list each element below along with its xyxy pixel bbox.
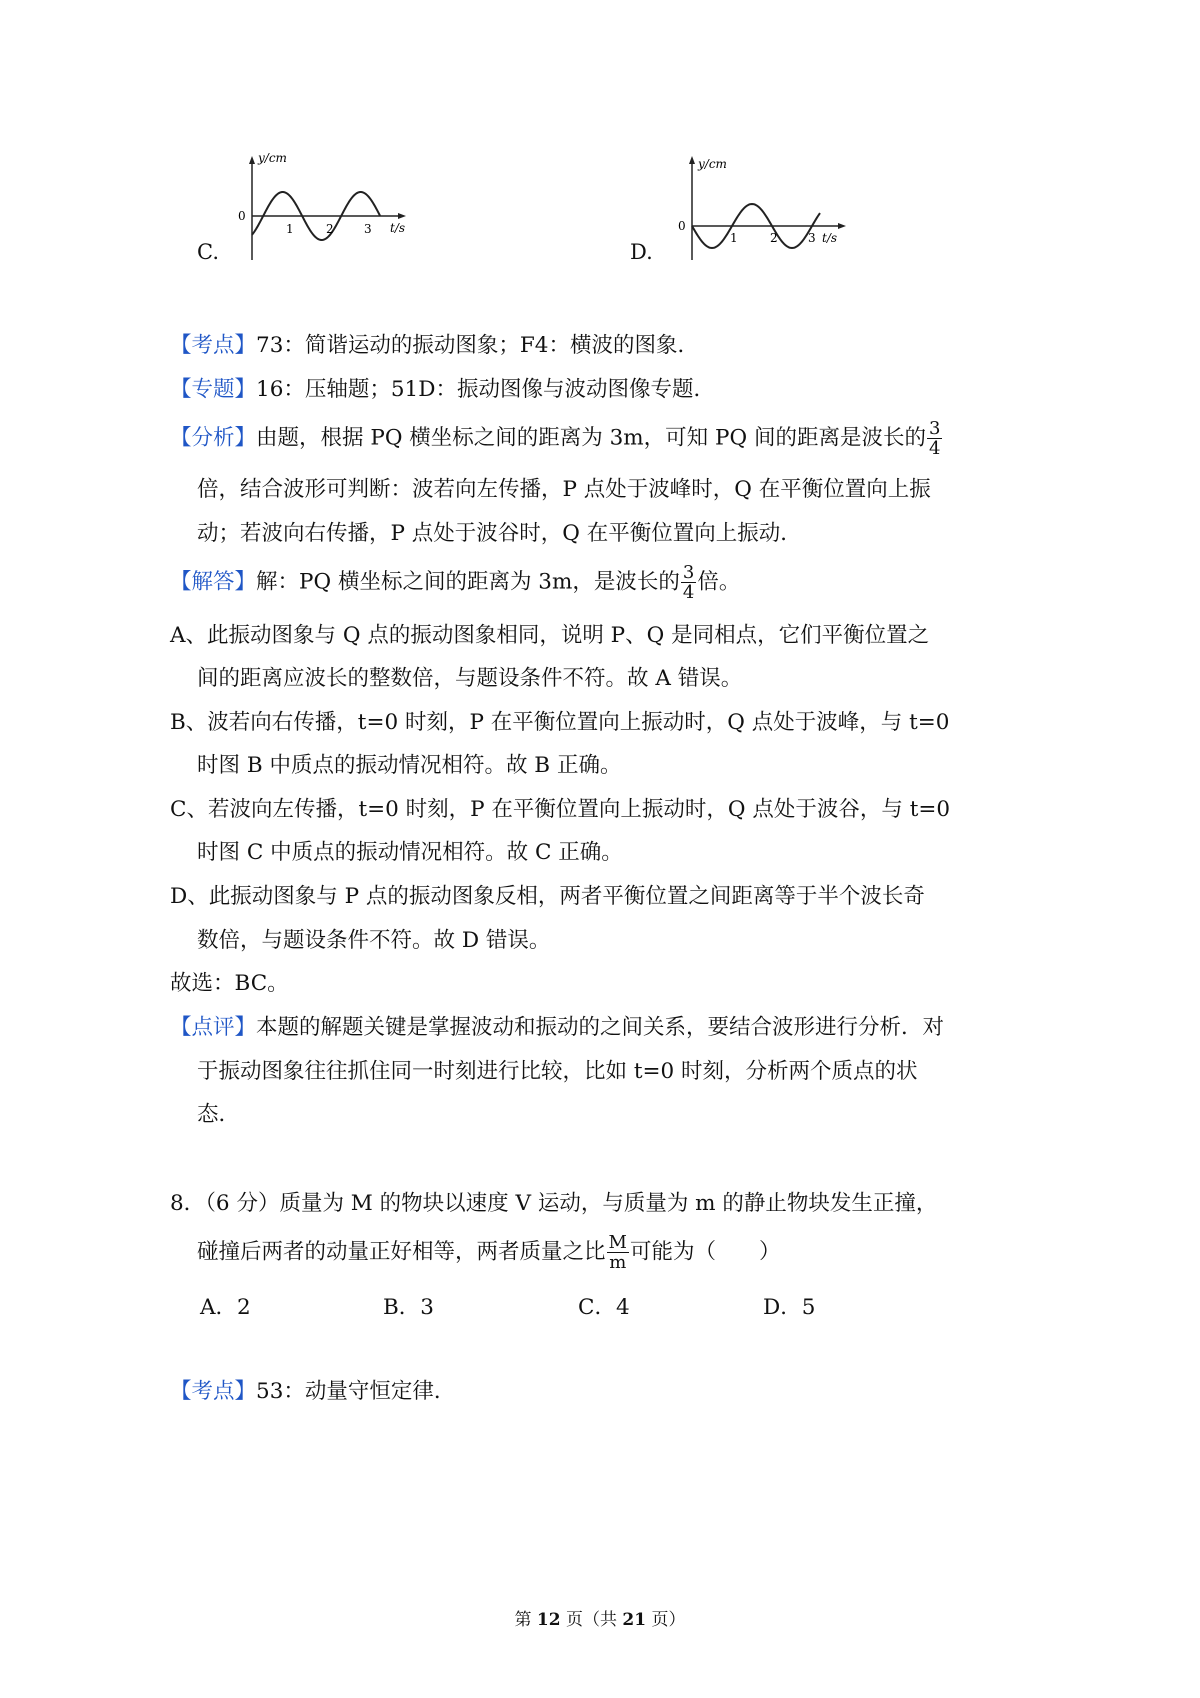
fenxi-line-1 — [170, 419, 943, 458]
kaodian-text: 73：简谐运动的振动图象；F4：横波的图象． — [256, 333, 699, 358]
kaodian-line — [170, 331, 699, 361]
answer-b-text-2: 时图 B 中质点的振动情况相符。故 B 正确。 — [197, 753, 622, 778]
answer-choice-line — [170, 969, 289, 999]
graph-d-y-label: y/cm — [698, 157, 727, 171]
graph-d-tick-3: 3 — [808, 231, 816, 245]
question8-frac-den: m — [609, 1252, 627, 1273]
jieda-frac-den: 4 — [682, 582, 695, 603]
question8-text-2-post: 可能为（ ） — [629, 1239, 781, 1265]
fenxi-line-2 — [197, 475, 931, 505]
graph-c — [195, 150, 445, 270]
graph-d-label: D. — [630, 240, 653, 264]
footer-mid: 页（共 — [560, 1610, 623, 1630]
graph-d-x-label: t/s — [822, 231, 838, 245]
answer-d-line-1 — [170, 882, 925, 912]
answer-b-line-1 — [170, 708, 949, 738]
answer-a-text-1: A、此振动图象与 Q 点的振动图象相同，说明 P、Q 是同相点，它们平衡位置之 — [170, 623, 930, 648]
answer-d-text-1: D、此振动图象与 P 点的振动图象反相，两者平衡位置之间距离等于半个波长奇 — [170, 884, 925, 909]
option-b: B．3 — [383, 1295, 434, 1320]
answer-d-text-2: 数倍，与题设条件不符。故 D 错误。 — [197, 928, 551, 953]
dianping-text-1: 本题的解题关键是掌握波动和振动的之间关系，要结合波形进行分析．对 — [256, 1015, 945, 1040]
question8-line-1 — [170, 1189, 937, 1219]
answer-c-text-2: 时图 C 中质点的振动情况相符。故 C 正确。 — [197, 840, 623, 865]
dianping-line-2 — [197, 1057, 918, 1087]
fenxi-frac-den: 4 — [928, 438, 941, 459]
jieda-text-post: 倍。 — [697, 569, 741, 595]
page-footer — [0, 1605, 1200, 1630]
answer-choice-text: 故选：BC。 — [170, 971, 289, 996]
fenxi-text-1: 由题，根据 PQ 横坐标之间的距离为 3m，可知 PQ 间的距离是波长的 — [256, 425, 926, 451]
footer-post: 页） — [646, 1610, 686, 1630]
dianping-text-2: 于振动图象往往抓住同一时刻进行比较，比如 t=0 时刻，分析两个质点的状 — [197, 1059, 918, 1084]
zhuanti-tag: 【专题】 — [170, 377, 257, 402]
graph-c-tick-2: 2 — [326, 222, 334, 236]
answer-b-line-2 — [197, 751, 621, 781]
graph-c-origin: 0 — [238, 209, 246, 223]
question8-text-2-pre: 碰撞后两者的动量正好相等，两者质量之比 — [197, 1239, 606, 1265]
fenxi-text-2: 倍，结合波形可判断：波若向左传播，P 点处于波峰时，Q 在平衡位置向上振 — [197, 477, 931, 502]
answer-c-line-2 — [197, 838, 623, 868]
graph-d-plot — [670, 150, 890, 270]
graph-c-tick-3: 3 — [364, 222, 372, 236]
graph-c-x-label: t/s — [390, 221, 406, 235]
graph-d-origin: 0 — [678, 219, 686, 233]
fenxi-frac-num: 3 — [928, 418, 941, 439]
graph-d-tick-2: 2 — [770, 231, 778, 245]
option-a: A．2 — [200, 1295, 251, 1320]
zhuanti-text: 16：压轴题；51D：振动图像与波动图像专题． — [256, 377, 715, 402]
zhuanti-line — [170, 375, 715, 405]
option-d: D．5 — [763, 1295, 816, 1320]
question8-line-2 — [197, 1233, 780, 1272]
answer-a-line-1 — [170, 621, 929, 651]
jieda-frac-num: 3 — [682, 562, 695, 583]
kaodian2-tag: 【考点】 — [170, 1379, 257, 1404]
dianping-line-1 — [170, 1013, 944, 1043]
answer-b-text-1: B、波若向右传播，t=0 时刻，P 在平衡位置向上振动时，Q 点处于波峰，与 t=0 — [170, 710, 950, 735]
jieda-line — [170, 563, 740, 602]
graph-c-tick-1: 1 — [286, 222, 294, 236]
jieda-tag: 【解答】 — [170, 569, 257, 595]
graph-c-plot — [230, 150, 450, 270]
fenxi-line-3 — [197, 519, 802, 549]
answer-c-line-1 — [170, 795, 950, 825]
footer-page-number: 12 — [536, 1610, 561, 1630]
question8-fraction — [607, 1233, 629, 1272]
dianping-text-3: 态． — [197, 1102, 241, 1127]
footer-pre: 第 — [514, 1610, 537, 1630]
fenxi-tag: 【分析】 — [170, 425, 257, 451]
answer-c-text-1: C、若波向左传播，t=0 时刻，P 在平衡位置向上振动时，Q 点处于波谷，与 t=0 — [170, 797, 951, 822]
dianping-line-3 — [197, 1100, 240, 1130]
answer-d-line-2 — [197, 926, 550, 956]
fenxi-text-3: 动；若波向右传播，P 点处于波谷时，Q 在平衡位置向上振动． — [197, 521, 802, 546]
answer-a-line-2 — [197, 664, 742, 694]
dianping-tag: 【点评】 — [170, 1015, 257, 1040]
kaodian2-text: 53：动量守恒定律． — [256, 1379, 456, 1404]
jieda-fraction — [681, 563, 696, 602]
graph-d-tick-1: 1 — [730, 231, 738, 245]
option-c: C．4 — [578, 1295, 630, 1320]
kaodian-tag: 【考点】 — [170, 333, 257, 358]
graph-c-y-label: y/cm — [258, 151, 287, 165]
graph-d — [630, 150, 880, 270]
footer-total-pages: 21 — [622, 1610, 647, 1630]
question8-text-1: 8．（6 分）质量为 M 的物块以速度 V 运动，与质量为 m 的静止物块发生正撞， — [170, 1191, 938, 1216]
kaodian2-line — [170, 1377, 455, 1407]
fenxi-fraction — [927, 419, 942, 458]
graph-c-label: C. — [197, 240, 219, 264]
jieda-text-pre: 解：PQ 横坐标之间的距离为 3m，是波长的 — [256, 569, 680, 595]
answer-a-text-2: 间的距离应波长的整数倍，与题设条件不符。故 A 错误。 — [197, 666, 743, 691]
question8-frac-num: M — [608, 1232, 627, 1253]
